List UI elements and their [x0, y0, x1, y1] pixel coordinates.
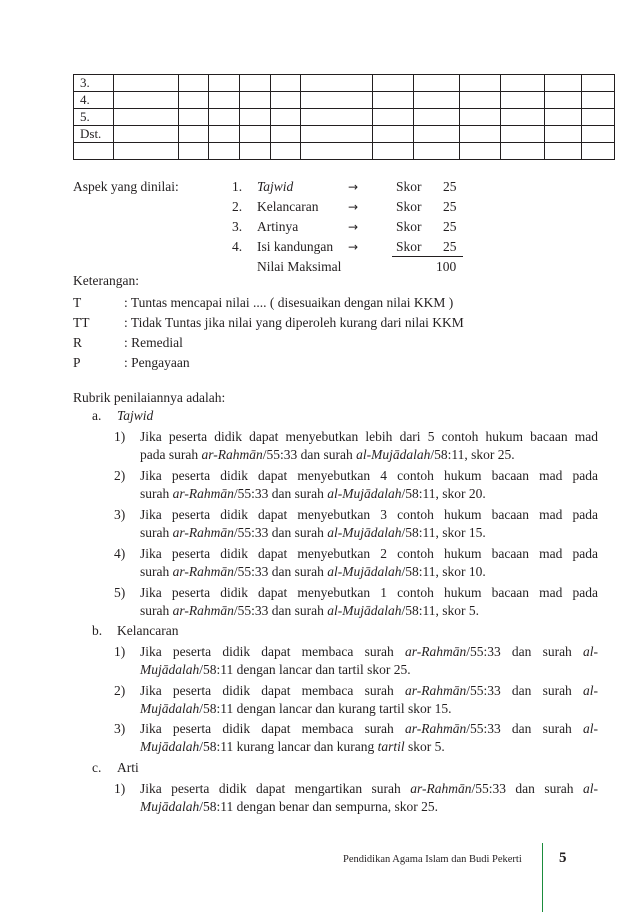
table-cell: [460, 75, 501, 92]
table-row: [74, 126, 615, 143]
keterangan-desc: : Tidak Tuntas jika nilai yang diperoleh kurang dari nilai KKM: [124, 315, 464, 330]
skor-value: 25: [443, 179, 457, 194]
table-cell: [414, 143, 460, 160]
table-cell: [414, 92, 460, 109]
item-num: 5): [114, 585, 126, 600]
arrow-right-icon: →: [348, 240, 359, 254]
section-label: c.: [92, 760, 102, 775]
table-cell: [240, 143, 271, 160]
table-cell: [209, 143, 240, 160]
table-cell: [301, 92, 373, 109]
table-cell: [271, 75, 301, 92]
sum-underline: [392, 256, 463, 257]
assessment-table: [73, 74, 615, 160]
table-cell: [240, 109, 271, 126]
table-cell: [414, 126, 460, 143]
keterangan-desc: : Tuntas mencapai nilai .... ( disesuaikan dengan nilai KKM ): [124, 295, 454, 310]
skor-label: Skor: [396, 179, 422, 194]
table-cell: [501, 126, 545, 143]
table-cell: [582, 126, 615, 143]
table-cell: [545, 143, 582, 160]
item-text: Jika peserta didik dapat menyebutkan 3 contoh hukum bacaan mad pada: [140, 507, 598, 522]
table-cell: [301, 109, 373, 126]
item-text: Jika peserta didik dapat menyebutkan lebih dari 5 contoh hukum bacaan mad: [140, 429, 598, 444]
table-cell: [301, 75, 373, 92]
aspek-label: Aspek yang dinilai:: [73, 179, 179, 194]
footer-book-title: Pendidikan Agama Islam dan Budi Pekerti: [343, 854, 522, 865]
keterangan-code: P: [73, 355, 81, 370]
table-cell: [209, 92, 240, 109]
aspek-num: 1.: [232, 179, 243, 194]
arrow-right-icon: →: [348, 180, 359, 194]
table-cell: [460, 109, 501, 126]
table-cell: [373, 143, 414, 160]
item-text: Jika peserta didik dapat membaca surah ar-Rahmān/55:33 dan surah al-: [140, 644, 598, 659]
table-cell: [179, 75, 209, 92]
item-text-cont: pada surah ar-Rahmān/55:33 dan surah al-Mujādalah/58:11, skor 25.: [140, 447, 515, 462]
table-cell: [545, 126, 582, 143]
table-cell: [114, 92, 179, 109]
row-number-cell: Dst.: [74, 126, 114, 143]
keterangan-code: T: [73, 295, 82, 310]
skor-value: 25: [443, 219, 457, 234]
aspek-num: 3.: [232, 219, 243, 234]
table-cell: [301, 126, 373, 143]
table-cell: [582, 143, 615, 160]
row-number-cell: [74, 143, 114, 160]
max-label: Nilai Maksimal: [257, 259, 342, 274]
keterangan-desc: : Pengayaan: [124, 355, 190, 370]
row-number-cell: 4.: [74, 92, 114, 109]
table-cell: [271, 126, 301, 143]
table-cell: [414, 75, 460, 92]
item-text: Jika peserta didik dapat membaca surah ar-Rahmān/55:33 dan surah al-: [140, 721, 598, 736]
table-cell: [209, 109, 240, 126]
table-cell: [582, 109, 615, 126]
table-cell: [582, 92, 615, 109]
table-cell: [271, 109, 301, 126]
section-label: b.: [92, 623, 103, 638]
skor-label: Skor: [396, 219, 422, 234]
item-text-cont: surah ar-Rahmān/55:33 dan surah al-Mujādalah/58:11, skor 10.: [140, 564, 486, 579]
aspek-name: Tajwid: [257, 179, 294, 194]
table-row: [74, 143, 615, 160]
item-text-cont: surah ar-Rahmān/55:33 dan surah al-Mujādalah/58:11, skor 15.: [140, 525, 486, 540]
item-text-cont: Mujādalah/58:11 dengan lancar dan tartil skor 25.: [140, 662, 411, 677]
table-cell: [179, 109, 209, 126]
table-cell: [545, 92, 582, 109]
skor-value: 25: [443, 199, 457, 214]
item-text: Jika peserta didik dapat membaca surah ar-Rahmān/55:33 dan surah al-: [140, 683, 598, 698]
section-title: Arti: [117, 760, 139, 775]
aspek-name: Artinya: [257, 219, 299, 234]
table-cell: [545, 109, 582, 126]
table-cell: [240, 75, 271, 92]
section-label: a.: [92, 408, 102, 423]
item-num: 1): [114, 429, 126, 444]
item-text: Jika peserta didik dapat menyebutkan 1 contoh hukum bacaan mad pada: [140, 585, 598, 600]
table-row: [74, 75, 615, 92]
keterangan-desc: : Remedial: [124, 335, 183, 350]
table-cell: [114, 126, 179, 143]
item-text: Jika peserta didik dapat mengartikan surah ar-Rahmān/55:33 dan surah al-: [140, 781, 598, 796]
max-value: 100: [436, 259, 457, 274]
table-cell: [501, 109, 545, 126]
skor-label: Skor: [396, 239, 422, 254]
table-cell: [582, 75, 615, 92]
table-cell: [240, 92, 271, 109]
table-cell: [271, 143, 301, 160]
table-cell: [209, 75, 240, 92]
table-cell: [114, 109, 179, 126]
table-cell: [114, 143, 179, 160]
table-cell: [271, 92, 301, 109]
item-num: 1): [114, 781, 126, 796]
table-cell: [501, 92, 545, 109]
item-num: 2): [114, 468, 126, 483]
aspek-num: 4.: [232, 239, 243, 254]
table-cell: [114, 75, 179, 92]
table-cell: [179, 126, 209, 143]
table-cell: [240, 126, 271, 143]
keterangan-code: R: [73, 335, 83, 350]
skor-label: Skor: [396, 199, 422, 214]
row-number-cell: 5.: [74, 109, 114, 126]
item-num: 2): [114, 683, 126, 698]
footer-rule: [542, 843, 543, 912]
item-num: 1): [114, 644, 126, 659]
item-text: Jika peserta didik dapat menyebutkan 4 contoh hukum bacaan mad pada: [140, 468, 598, 483]
table-cell: [373, 75, 414, 92]
table-cell: [460, 143, 501, 160]
table-cell: [301, 143, 373, 160]
table-row: [74, 92, 615, 109]
keterangan-code: TT: [73, 315, 90, 330]
aspek-name: Kelancaran: [257, 199, 319, 214]
table-cell: [373, 126, 414, 143]
table-cell: [501, 75, 545, 92]
rubrik-title: Rubrik penilaiannya adalah:: [73, 390, 226, 405]
item-num: 3): [114, 507, 126, 522]
table-cell: [460, 92, 501, 109]
arrow-right-icon: →: [348, 200, 359, 214]
item-text-cont: surah ar-Rahmān/55:33 dan surah al-Mujādalah/58:11, skor 20.: [140, 486, 486, 501]
aspek-num: 2.: [232, 199, 243, 214]
aspek-name: Isi kandungan: [257, 239, 334, 254]
arrow-right-icon: →: [348, 220, 359, 234]
item-text-cont: Mujādalah/58:11 kurang lancar dan kurang tartil skor 5.: [140, 739, 445, 754]
item-text-cont: Mujādalah/58:11 dengan benar dan sempurna, skor 25.: [140, 799, 438, 814]
table-cell: [460, 126, 501, 143]
keterangan-title: Keterangan:: [73, 273, 139, 288]
section-title: Kelancaran: [117, 623, 179, 638]
section-title: Tajwid: [117, 408, 154, 423]
item-text-cont: Mujādalah/58:11 dengan lancar dan kurang tartil skor 15.: [140, 701, 452, 716]
table-cell: [545, 75, 582, 92]
page-number: 5: [559, 850, 567, 866]
item-num: 3): [114, 721, 126, 736]
table-cell: [414, 109, 460, 126]
table-cell: [373, 92, 414, 109]
table-cell: [179, 143, 209, 160]
skor-value: 25: [443, 239, 457, 254]
item-text-cont: surah ar-Rahmān/55:33 dan surah al-Mujādalah/58:11, skor 5.: [140, 603, 479, 618]
item-num: 4): [114, 546, 126, 561]
item-text: Jika peserta didik dapat menyebutkan 2 contoh hukum bacaan mad pada: [140, 546, 598, 561]
table-row: [74, 109, 615, 126]
table-cell: [179, 92, 209, 109]
table-cell: [373, 109, 414, 126]
row-number-cell: 3.: [74, 75, 114, 92]
table-cell: [501, 143, 545, 160]
table-cell: [209, 126, 240, 143]
